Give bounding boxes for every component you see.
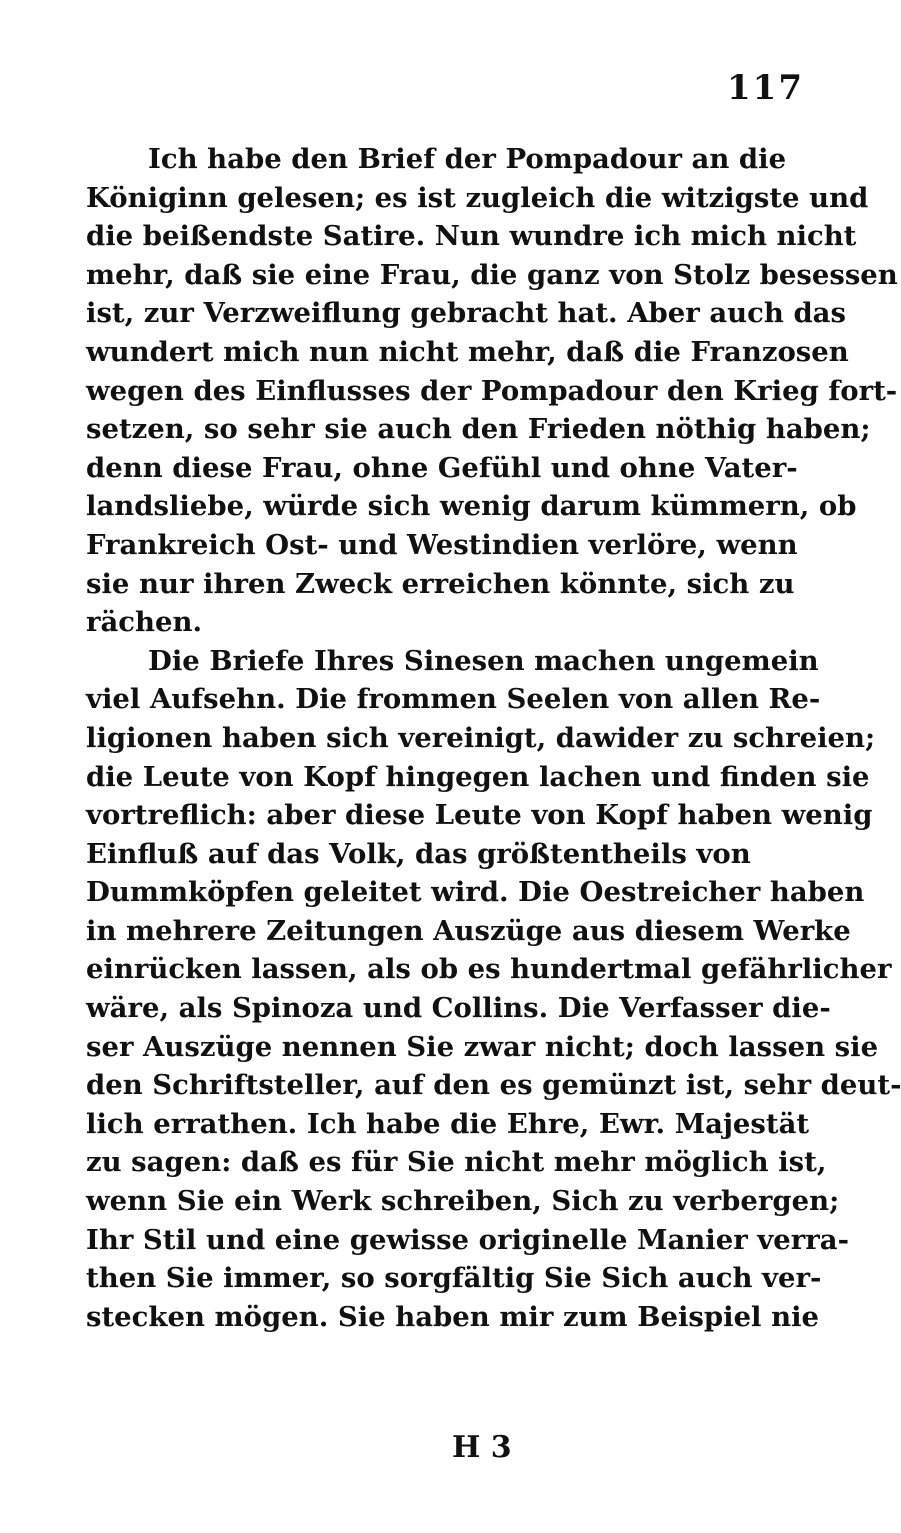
- text-line: sie nur ihren Zweck erreichen könnte, sich zu: [86, 567, 795, 600]
- text-line: den Schriftsteller, auf den es gemünzt ist, sehr deut-: [86, 1069, 901, 1102]
- text-line: zu sagen: daß es für Sie nicht mehr möglich ist,: [86, 1146, 827, 1179]
- text-line: einrücken lassen, als ob es hundertmal gefährlicher: [86, 953, 892, 986]
- signature-mark: H 3: [452, 1430, 512, 1465]
- text-line: Königinn gelesen; es ist zugleich die witzigste und: [86, 181, 869, 214]
- page-number: 117: [727, 68, 804, 108]
- text-line: Dummköpfen geleitet wird. Die Oestreicher haben: [86, 876, 865, 909]
- text-line: Ich habe den Brief der Pompadour an die: [148, 143, 787, 175]
- text-line: wundert mich nun nicht mehr, daß die Franzosen: [86, 335, 849, 368]
- text-line: Frankreich Ost- und Westindien verlöre, wenn: [86, 528, 798, 561]
- text-line: ligionen haben sich vereinigt, dawider zu schreien;: [86, 721, 876, 754]
- text-line: Die Briefe Ihres Sinesen machen ungemein: [148, 644, 819, 677]
- text-line: viel Aufsehn. Die frommen Seelen von allen Re-: [86, 683, 821, 716]
- text-line: lich errathen. Ich habe die Ehre, Ewr. Majestät: [86, 1107, 810, 1140]
- text-line: in mehrere Zeitungen Auszüge aus diesem Werke: [86, 914, 851, 947]
- text-line: wäre, als Spinoza und Collins. Die Verfasser die-: [86, 992, 831, 1025]
- text-line: mehr, daß sie eine Frau, die ganz von Stolz besessen: [86, 258, 898, 291]
- text-line: die Leute von Kopf hingegen lachen und finden sie: [86, 760, 870, 793]
- text-line: denn diese Frau, ohne Gefühl und ohne Vater-: [86, 451, 798, 484]
- text-line: landsliebe, würde sich wenig darum kümmern, ob: [86, 490, 857, 523]
- body-text: [86, 140, 901, 1336]
- text-line: wenn Sie ein Werk schreiben, Sich zu verbergen;: [86, 1185, 840, 1218]
- paragraph-2: [86, 642, 901, 1337]
- text-line: vortreflich: aber diese Leute von Kopf haben wenig: [86, 799, 873, 832]
- text-line: stecken mögen. Sie haben mir zum Beispiel nie: [86, 1300, 820, 1333]
- text-line: setzen, so sehr sie auch den Frieden nöthig haben;: [86, 413, 871, 446]
- text-line: rächen.: [86, 606, 203, 639]
- text-line: ist, zur Verzweiflung gebracht hat. Aber auch das: [86, 297, 846, 330]
- paragraph-1: [86, 140, 898, 642]
- text-line: ser Auszüge nennen Sie zwar nicht; doch lassen sie: [86, 1030, 879, 1063]
- text-line: die beißendste Satire. Nun wundre ich mich nicht: [86, 220, 857, 253]
- text-line: then Sie immer, so sorgfältig Sie Sich auch ver-: [86, 1262, 822, 1295]
- text-line: wegen des Einflusses der Pompadour den Krieg fort-: [86, 374, 898, 407]
- text-line: Ihr Stil und eine gewisse originelle Manier verra-: [86, 1223, 849, 1256]
- text-line: Einfluß auf das Volk, das größtentheils von: [86, 837, 751, 870]
